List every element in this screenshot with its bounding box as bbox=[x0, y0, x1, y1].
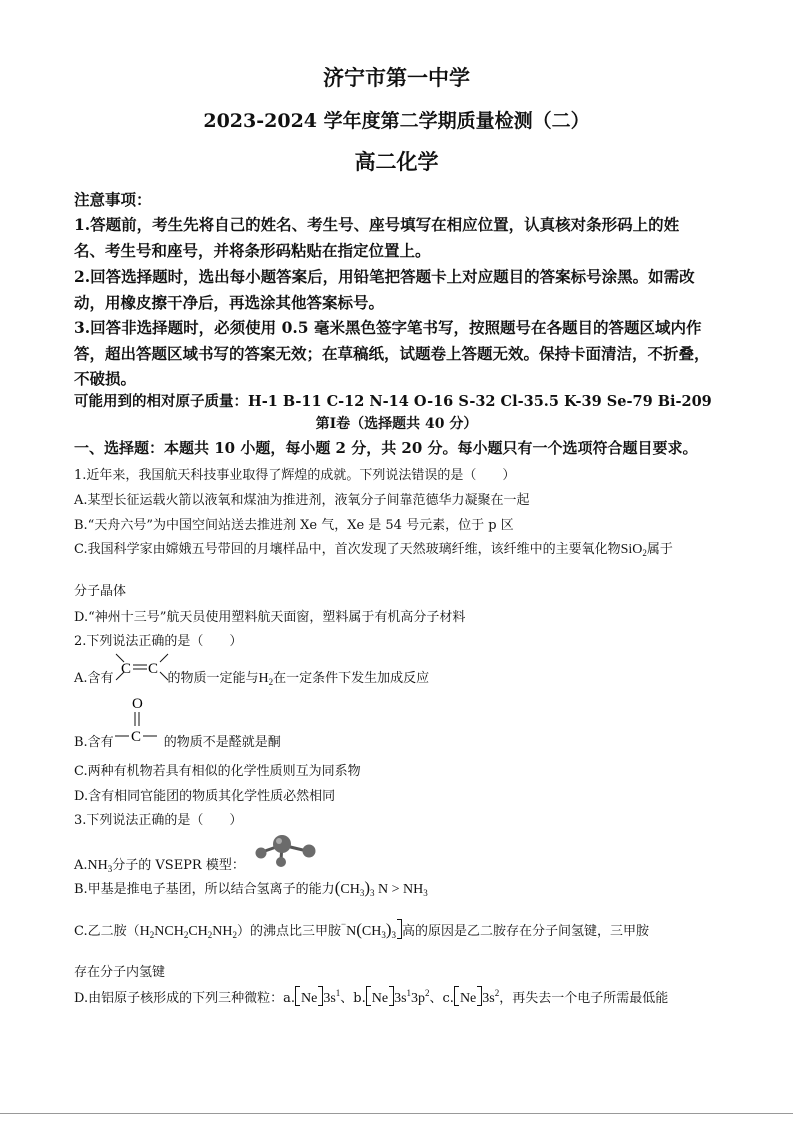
atomic-masses: 可能用到的相对原子质量：H-1 B-11 C-12 N-14 O-16 S-32 Cl-35.5 K-39 Se-79 Bi-209 bbox=[74, 393, 712, 410]
sio2-formula: SiO$_2$ bbox=[620, 542, 647, 558]
section-1-heading: 一、选择题：本题共 10 小题，每小题 2 分，共 20 分。每小题只有一个选项符合题目要求。 bbox=[74, 439, 698, 457]
school-name: 济宁市第一中学 bbox=[323, 65, 470, 90]
notice-item-3-line-3: 不破损。 bbox=[74, 369, 137, 388]
q3-stem: 3.下列说法正确的是（ ） bbox=[74, 813, 243, 828]
notice-item-2-line-2: 动，用橡皮擦干净后，再选涂其他答案标号。 bbox=[74, 293, 385, 312]
q1-option-c-text: C.我国科学家由嫦娥五号带回的月壤样品中，首次发现了天然玻璃纤维，该纤维中的主要氧化物 bbox=[74, 542, 621, 557]
q1-stem: 1.近年来，我国航天科技事业取得了辉煌的成就。下列说法错误的是（ ） bbox=[74, 468, 516, 483]
nh3-vsepr-model-image bbox=[252, 830, 318, 870]
notice-heading: 注意事项： bbox=[74, 190, 152, 209]
notice-item-3-line-1: 3.回答非选择题时，必须使用 0.5 毫米黑色签字笔书写，按照题号在各题目的答题区域内作 bbox=[74, 318, 702, 337]
h2-formula: $H_2$ bbox=[258, 671, 274, 687]
q2-option-a: A.含有 的物质一定能与$H_2$在一定条件下发生加成反应 bbox=[74, 671, 430, 687]
trimethylamine-formula-c: $^-N(CH_3)_3$ bbox=[341, 924, 402, 939]
struct-c: C bbox=[131, 729, 142, 745]
exam-title: 2023-2024 学年度第二学期质量检测（二） bbox=[203, 110, 590, 132]
q2-stem: 2.下列说法正确的是（ ） bbox=[74, 634, 243, 649]
trimethylamine-formula: $(CH_3)_3$ $N > NH_3$ bbox=[334, 878, 428, 898]
notice-item-3-line-2: 答，超出答题区域书写的答案无效；在草稿纸，试题卷上答题无效。保持卡面清洁，不折叠， bbox=[74, 344, 710, 363]
nh3-formula: $NH_3$ bbox=[87, 858, 113, 874]
q2-option-c: C.两种有机物若具有相似的化学性质则互为同系物 bbox=[74, 764, 361, 779]
notice-item-1-line-2: 名、考生号和座号，并将条形码粘贴在指定位置上。 bbox=[74, 241, 431, 260]
q3-option-d: D.由铝原子核形成的下列三种微粒：a. Ne $3s^1$、b. Ne $3s^13p^2$、c. Ne $3s^2$，再失去一个电子所需最低能 bbox=[74, 988, 669, 1006]
cc-double-bond-structure bbox=[112, 652, 172, 684]
config-c: Ne $3s^2$ bbox=[454, 991, 499, 1006]
q3-option-b: B.甲基是推电子基团，所以结合氢离子的能力$(CH_3)_3$ $N > NH_3$ bbox=[74, 878, 428, 898]
q1-option-c: C.我国科学家由嫦娥五号带回的月壤样品中，首次发现了天然玻璃纤维，该纤维中的主要氧化物SiO$_2$属于 bbox=[74, 542, 673, 558]
config-a: Ne $3s^1$ bbox=[295, 991, 340, 1006]
q3-option-c: C.乙二胺$(H_2NCH_2CH_2NH_2)$的沸点比三甲胺$^-N(CH_3)_3$ 高的原因是乙二胺存在分子间氢键，三甲胺 bbox=[74, 919, 650, 940]
q2-option-d: D.含有相同官能团的物质其化学性质必然相同 bbox=[74, 789, 336, 804]
q1-option-d: D.“神州十三号”航天员使用塑料航天面窗，塑料属于有机高分子材料 bbox=[74, 610, 466, 625]
part-1-title: 第Ⅰ卷（选择题共 40 分） bbox=[315, 416, 478, 432]
notice-item-2-line-1: 2.回答选择题时，选出每小题答案后，用铅笔把答题卡上对应题目的答案标号涂黑。如需改 bbox=[74, 267, 695, 286]
struct-c-right: C bbox=[148, 661, 159, 677]
ethylenediamine-formula: $H_2NCH_2CH_2NH_2$ bbox=[139, 924, 237, 940]
q3-option-a: $A.NH_3$分子的 VSEPR 模型： bbox=[74, 858, 245, 874]
struct-o: O bbox=[132, 696, 143, 712]
q1-option-b: B.“天舟六号”为中国空间站送去推进剂 Xe 气，Xe 是 54 号元素，位于 p 区 bbox=[74, 518, 514, 533]
subject-title: 高二化学 bbox=[354, 149, 439, 174]
carbonyl-structure bbox=[113, 694, 163, 748]
q3-option-c-line-2: 存在分子内氢键 bbox=[74, 965, 166, 980]
q1-option-a: A.某型长征运载火箭以液氧和煤油为推进剂，液氧分子间靠范德华力凝聚在一起 bbox=[74, 493, 530, 508]
struct-c-left: C bbox=[121, 661, 132, 677]
config-b: Ne $3s^13p^2$ bbox=[366, 991, 430, 1006]
notice-item-1-line-1: 1.答题前，考生先将自己的姓名、考生号、座号填写在相应位置，认真核对条形码上的姓 bbox=[74, 215, 680, 234]
q2-option-b: B.含有 的物质不是醛就是酮 bbox=[74, 735, 281, 750]
footer-divider bbox=[0, 1113, 793, 1114]
q1-option-c-line-2: 分子晶体 bbox=[74, 584, 127, 599]
